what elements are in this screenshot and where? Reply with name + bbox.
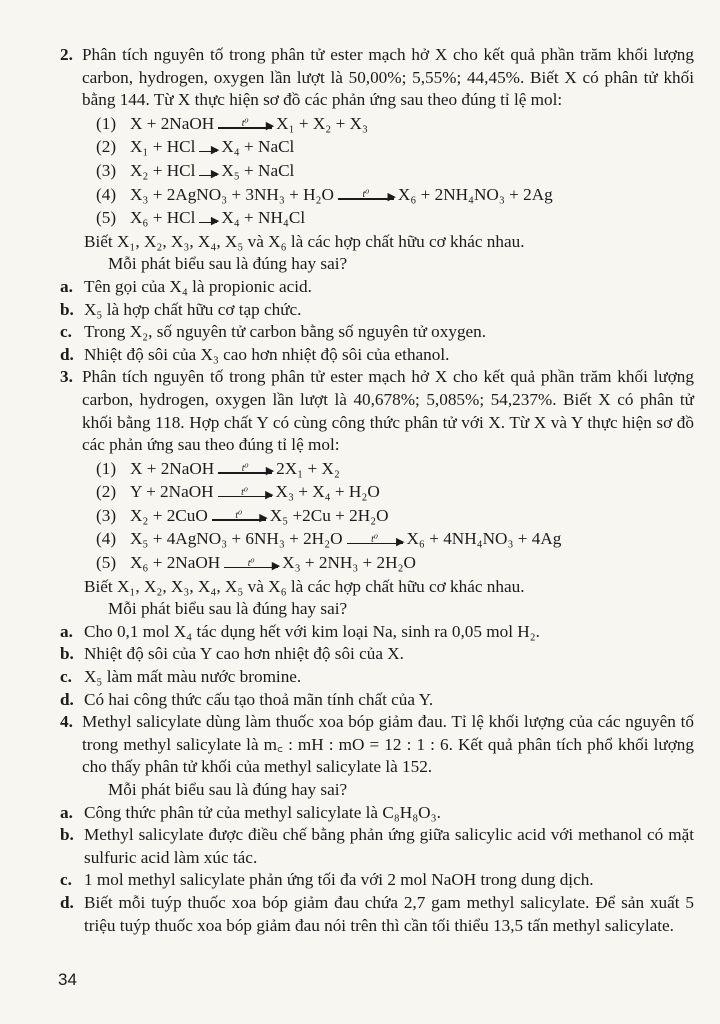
equation-row: [96, 136, 694, 159]
page-number: 34: [58, 970, 77, 989]
arrow-icon: ▶: [199, 173, 217, 176]
equation-label: (2): [96, 137, 117, 157]
equation-row: [96, 184, 694, 207]
equation-label: (5): [96, 208, 117, 228]
equation-label: (3): [96, 505, 117, 525]
equation-left: X₂ + HCl: [130, 160, 196, 180]
equation-left: X₃ + 2AgNO₃ + 3NH₃ + H₂O: [130, 184, 334, 204]
question-number: 3.: [60, 367, 73, 387]
equation-left: X + 2NaOH: [130, 458, 215, 478]
question-intro: Phân tích nguyên tố trong phân tử ester mạch hở X cho kết quả phần trăm khối lượng carbon, hydrogen, oxygen lần lượt là 40,678%; 5,085%; 54,237%. Biết X có phân tử khối bằng 118. Hợp chất Y có cùng công thức phân tử với X. Từ X và Y thực hiện sơ đồ các phản ứng sau theo đúng tỉ lệ mol:: [82, 367, 694, 455]
equation-left: X₆ + HCl: [130, 208, 196, 228]
equation-label: (4): [96, 184, 117, 204]
question-note: Biết X₁, X₂, X₃, X₄, X₅ và X₆ là các hợp chất hữu cơ khác nhau.: [84, 576, 525, 596]
question-intro: Methyl salicylate dùng làm thuốc xoa bóp giảm đau. Tỉ lệ khối lượng của các nguyên tố trong methyl salicylate là m꜀ : mH : mO = 12 : 1 : 6. Kết quả phân tích phổ khối lượng cho thấy phân tử khối của methyl salicylate là 152.: [82, 712, 694, 777]
equation-right: X₃ + 2NH₃ + 2H₂O: [282, 553, 416, 573]
question-number: 4.: [60, 712, 73, 732]
question-number: 2.: [60, 45, 73, 64]
heat-arrow-icon: t⁰ ▶: [212, 517, 266, 520]
equation-right: X₄ + NH₄Cl: [221, 208, 306, 228]
option-a: a. Cho 0,1 mol X₄ tác dụng hết với kim loại Na, sinh ra 0,05 mol H₂.: [60, 621, 540, 641]
equation-left: X₁ + HCl: [130, 137, 196, 157]
equation-row: [96, 160, 694, 183]
equation-row: [96, 458, 694, 481]
heat-arrow-icon: t⁰ ▶: [218, 125, 272, 128]
equation-right: X₆ + 4NH₄NO₃ + 4Ag: [406, 529, 562, 549]
equation-right: 2X₁ + X₂: [276, 458, 340, 478]
equation-right: X₄ + NaCl: [221, 137, 295, 157]
equation-label: (5): [96, 553, 117, 573]
equation-row: [96, 207, 694, 230]
equation-label: (1): [96, 113, 117, 133]
option-b: b. X₅ là hợp chất hữu cơ tạp chức.: [60, 299, 302, 319]
question-prompt: Mỗi phát biểu sau là đúng hay sai?: [108, 254, 348, 274]
equation-row: [96, 552, 694, 575]
option-c: c. X₅ làm mất màu nước bromine.: [60, 667, 302, 687]
equation-label: (4): [96, 529, 117, 549]
equation-row: [96, 505, 694, 528]
equation-left: X + 2NaOH: [130, 113, 215, 133]
heat-arrow-icon: t⁰ ▶: [347, 541, 403, 544]
option-d: d. Nhiệt độ sôi của X₃ cao hơn nhiệt độ sôi của ethanol.: [60, 344, 450, 364]
equation-right: X₁ + X₂ + X₃: [276, 113, 368, 133]
option-d: d. Biết mỗi tuýp thuốc xoa bóp giảm đau chứa 2,7 gam methyl salicylate. Để sản xuất 5 triệu tuýp thuốc xoa bóp giảm đau nói trên thì cần tối thiểu 13,5 tấn methyl salicylate.: [60, 892, 694, 935]
equation-left: X₅ + 4AgNO₃ + 6NH₃ + 2H₂O: [130, 529, 343, 549]
heat-arrow-icon: t⁰ ▶: [218, 494, 272, 497]
equation-right: X₆ + 2NH₄NO₃ + 2Ag: [397, 184, 553, 204]
arrow-icon: ▶: [199, 149, 217, 152]
option-b: b. Methyl salicylate được điều chế bằng phản ứng giữa salicylic acid với methanol có mặt sulfuric acid làm xúc tác.: [60, 825, 694, 867]
equation-right: X₅ +2Cu + 2H₂O: [269, 505, 389, 525]
question-3: [60, 366, 694, 711]
option-a: a. Tên gọi của X₄ là propionic acid.: [60, 276, 312, 296]
heat-arrow-icon: t⁰ ▶: [338, 196, 394, 199]
equation-right: X₅ + NaCl: [221, 160, 295, 180]
equation-right: X₃ + X₄ + H₂O: [275, 482, 380, 502]
question-prompt: Mỗi phát biểu sau là đúng hay sai?: [108, 599, 348, 619]
equation-label: (2): [96, 482, 117, 502]
heat-arrow-icon: t⁰ ▶: [218, 470, 272, 473]
question-4: [60, 711, 694, 937]
question-2: [60, 44, 694, 366]
equation-left: X₆ + 2NaOH: [130, 553, 221, 573]
equation-label: (1): [96, 458, 117, 478]
equation-label: (3): [96, 160, 117, 180]
question-note: Biết X₁, X₂, X₃, X₄, X₅ và X₆ là các hợp chất hữu cơ khác nhau.: [84, 231, 525, 251]
arrow-icon: ▶: [199, 220, 217, 223]
option-d: d. Có hai công thức cấu tạo thoả mãn tính chất của Y.: [60, 689, 434, 709]
question-prompt: Mỗi phát biểu sau là đúng hay sai?: [108, 780, 348, 799]
option-c: c. Trong X₂, số nguyên tử carbon bằng số nguyên tử oxygen.: [60, 322, 487, 342]
equation-left: X₂ + 2CuO: [130, 505, 208, 525]
equation-row: [96, 113, 694, 136]
equation-row: [96, 481, 694, 504]
option-b: b. Nhiệt độ sôi của Y cao hơn nhiệt độ sôi của X.: [60, 644, 404, 664]
equation-row: [96, 528, 694, 551]
equation-left: Y + 2NaOH: [130, 482, 214, 502]
heat-arrow-icon: t⁰ ▶: [224, 565, 278, 568]
option-c: c. 1 mol methyl salicylate phản ứng tối đa với 2 mol NaOH trong dung dịch.: [60, 870, 594, 890]
option-a: a. Công thức phân tử của methyl salicylate là C₈H₈O₃.: [60, 802, 441, 822]
question-intro: Phân tích nguyên tố trong phân tử ester mạch hở X cho kết quả phần trăm khối lượng carbon, hydrogen, oxygen lần lượt là 50,00%; 5,55%; 44,45%. Biết X có phân tử khối bằng 144. Từ X thực hiện sơ đồ các phản ứng sau theo đúng tỉ lệ mol:: [82, 45, 694, 110]
